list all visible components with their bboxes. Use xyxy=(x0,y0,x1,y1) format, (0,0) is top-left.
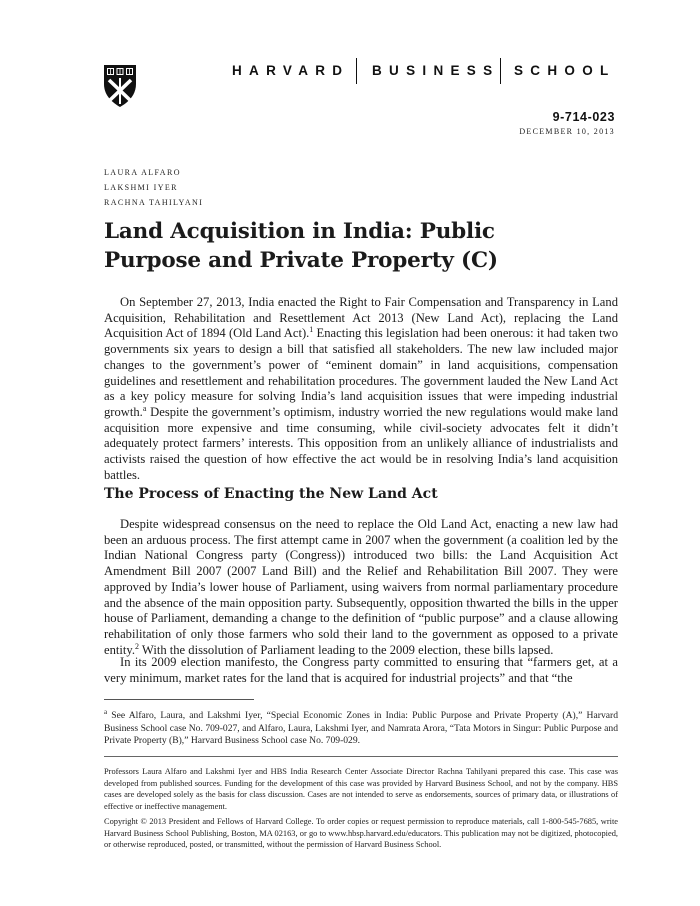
brand-word-harvard: HARVARD xyxy=(232,63,350,78)
footnote-marker: a xyxy=(104,707,108,716)
case-date: DECEMBER 10, 2013 xyxy=(519,127,615,136)
endnote-ref: 2 xyxy=(135,641,140,651)
copyright-notice: Copyright © 2013 President and Fellows of Harvard College. To order copies or request permission to reproduce materials, call 1-800-545-7685, write Harvard Business School Publishing, Boston, MA 02163, or go to www.hbsp.harvard.edu/educators. This publication may not be digitized, photocopied, or otherwise reproduced, posted, or transmitted, without the permission of Harvard Business School. xyxy=(104,817,618,849)
case-number: 9-714-023 xyxy=(552,110,615,124)
paragraph-text: Enacting this legislation had been onerous: it had taken two governments six years to design a bill that satisfied all stakeholders. The new law included major changes to the government’s power of “eminent domain” in land acquisitions, compensation guidelines and resettlement and rehabilitation procedures. The government lauded the New Land Act as a key policy measure for solving India’s land acquisition issues that were impeding industrial growth. xyxy=(104,326,618,419)
author-name: LAKSHMI IYER xyxy=(104,183,178,192)
paragraph-text: With the dissolution of Parliament leading to the 2009 election, these bills lapsed. xyxy=(139,642,554,657)
footnote-divider xyxy=(104,699,254,700)
author-name: LAURA ALFARO xyxy=(104,168,181,177)
footnote xyxy=(104,707,618,748)
section-heading: The Process of Enacting the New Land Act xyxy=(104,486,438,502)
manifesto-paragraph: In its 2009 election manifesto, the Congress party committed to ensuring that “farmers get, at a very minimum, market rates for the land that is acquired for industrial projects” and that “the xyxy=(104,655,618,685)
brand-word-business: BUSINESS xyxy=(372,63,500,78)
brand-divider xyxy=(356,58,357,84)
brand-divider xyxy=(500,58,501,84)
intro-paragraph xyxy=(104,295,618,483)
paragraph-text: Despite widespread consensus on the need to replace the Old Land Act, enacting a new law had been an arduous process. The first attempt came in 2007 when the government (a coalition led by the Indian National Congress party (Congress)) introduced two bills: the Land Acquisition Act Amendment Bill 2007 (2007 Land Bill) and the Relief and Rehabilitation Bill 2007. They were approved by India’s lower house of Parliament, using waivers from normal parliamentary procedure and the absence of the main opposition party. Subsequently, opposition thwarted the bills in the upper house of Parliament, demanding a change to the definition of “public purpose” and a clause allowing rehabilitation of only those farmers who sold their land to the government as opposed to a private entity. xyxy=(104,517,618,657)
notes-divider xyxy=(104,756,618,757)
case-title: Land Acquisition in India: Public Purpose and Private Property (C) xyxy=(104,219,498,273)
process-paragraph xyxy=(104,517,618,658)
harvard-business-school-wordmark xyxy=(232,58,618,84)
author-name: RACHNA TAHILYANI xyxy=(104,198,204,207)
footnote-ref: a xyxy=(142,403,147,413)
endnote-ref: 1 xyxy=(309,325,314,335)
footnote-text: See Alfaro, Laura, and Lakshmi Iyer, “Special Economic Zones in India: Public Purpose and Private Property (A),” Harvard Business School case No. 709-027, and Alfaro, Laura, Lakshmi Iyer, and Namrata Arora, “Tata Motors in Singur: Public Purpose and Private Property (B),” Harvard Business School case No. 709-029. xyxy=(104,710,618,747)
author-list xyxy=(104,165,203,210)
paragraph-text: Despite the government’s optimism, industry worried the new regulations would make land acquisition more expensive and time consuming, while civil-society advocates felt it didn’t adequately protect farmers’ interests. This opposition from an unlikely alliance of industrialists and activists raised the question of how effective the act would be in resolving India’s land acquisition battles. xyxy=(104,404,618,482)
harvard-shield-logo xyxy=(103,64,137,108)
paragraph-text: On September 27, 2013, India enacted the Right to Fair Compensation and Transparency in Land Acquisition, Rehabilitation and Resettlement Act 2013 (New Land Act), replacing the Land Acquisition Act of 1894 (Old Land Act). xyxy=(104,295,618,341)
case-preparation-note: Professors Laura Alfaro and Lakshmi Iyer and HBS India Research Center Associate Director Rachna Tahilyani prepared this case. This case was developed from published sources. Funding for the development of this case was provided by Harvard Business School, and not by the company. HBS cases are developed solely as the basis for class discussion. Cases are not intended to serve as endorsements, sources of primary data, or illustrations of effective or ineffective management. xyxy=(104,767,618,811)
brand-word-school: SCHOOL xyxy=(514,63,616,78)
